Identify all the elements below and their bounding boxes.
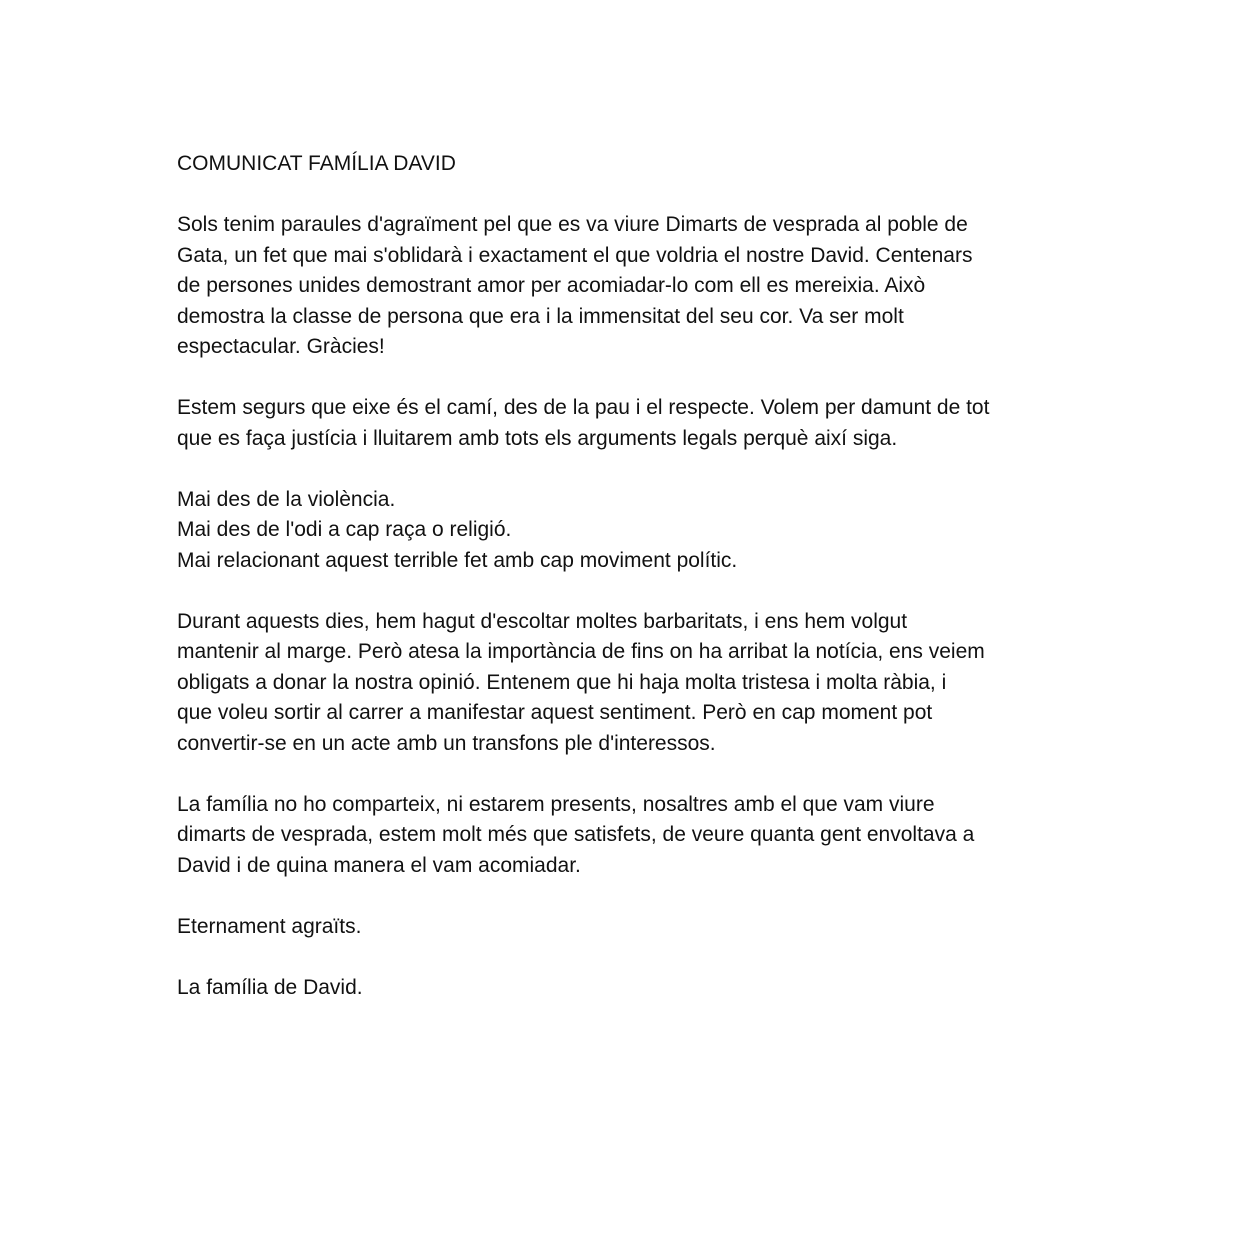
paragraph-thanks [177, 210, 1077, 363]
paragraph-never [177, 485, 1077, 577]
paragraph-line: que voleu sortir al carrer a manifestar aquest sentiment. Però en cap moment pot [177, 701, 933, 724]
paragraph-opinion [177, 607, 1077, 760]
paragraph-gap [177, 881, 1077, 912]
paragraph-family [177, 790, 1077, 882]
paragraph-line: La família no ho comparteix, ni estarem presents, nosaltres amb el que vam viure [177, 792, 935, 816]
paragraph-line: David i de quina manera el vam acomiadar. [177, 853, 581, 877]
paragraph-line: espectacular. Gràcies! [177, 335, 385, 358]
paragraph-gap [177, 576, 1077, 607]
paragraph-line: Eternament agraïts. [177, 914, 362, 938]
paragraph-line: Mai des de la violència. [177, 487, 396, 511]
document-page [177, 149, 1077, 1003]
paragraph-line: mantenir al marge. Però atesa la importància de fins on ha arribat la notícia, ens veiem [177, 640, 985, 663]
paragraph-line: obligats a donar la nostra opinió. Entenem que hi haja molta tristesa i molta ràbia, i [177, 670, 947, 694]
paragraph-line: Estem segurs que eixe és el camí, des de la pau i el respecte. Volem per damunt de tot [177, 396, 990, 419]
paragraph-justice [177, 393, 1077, 454]
paragraph-line: Gata, un fet que mai s'oblidarà i exactament el que voldria el nostre David. Centenars [177, 243, 973, 267]
paragraph-line: dimarts de vesprada, estem molt més que satisfets, de veure quanta gent envoltava a [177, 823, 975, 846]
paragraph-line: de persones unides demostrant amor per acomiadar-lo com ell es mereixia. Això [177, 274, 926, 297]
signature [177, 973, 1077, 1004]
document-title: COMUNICAT FAMÍLIA DAVID [177, 152, 456, 175]
paragraph-line: que es faça justícia i lluitarem amb tots els arguments legals perquè així siga. [177, 426, 898, 450]
paragraph-line: Mai relacionant aquest terrible fet amb cap moviment polític. [177, 548, 738, 572]
paragraph-gap [177, 363, 1077, 394]
paragraph-line: Sols tenim paraules d'agraïment pel que es va viure Dimarts de vesprada al poble de [177, 213, 968, 236]
paragraph-line: demostra la classe de persona que era i la immensitat del seu cor. Va ser molt [177, 304, 904, 328]
paragraph-line: Durant aquests dies, hem hagut d'escoltar moltes barbaritats, i ens hem volgut [177, 609, 908, 633]
paragraph-closing [177, 912, 1077, 943]
signature-line: La família de David. [177, 975, 363, 999]
paragraph-line: Mai des de l'odi a cap raça o religió. [177, 518, 512, 541]
paragraph-gap [177, 942, 1077, 973]
paragraph-line: convertir-se en un acte amb un transfons ple d'interessos. [177, 731, 716, 755]
paragraph-gap [177, 759, 1077, 790]
paragraph-gap [177, 180, 1077, 211]
paragraph-gap [177, 454, 1077, 485]
